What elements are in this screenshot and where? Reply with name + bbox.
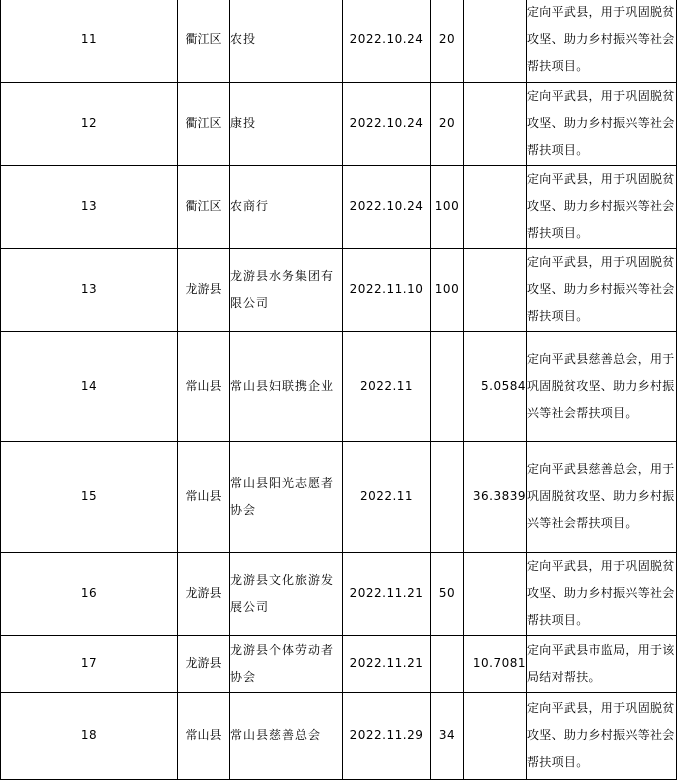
remark-cell: 定向平武县，用于巩固脱贫攻坚、助力乡村振兴等社会帮扶项目。 [527,165,677,248]
date-cell: 2022.11 [343,441,431,552]
date-cell: 2022.11 [343,331,431,441]
table-row [1,165,677,248]
donor-unit-cell: 农投 [230,0,343,82]
table-row [1,441,677,552]
county-cell: 常山县 [178,692,230,779]
amount-alt-cell [464,165,527,248]
date-cell: 2022.11.10 [343,248,431,331]
date-cell: 2022.10.24 [343,0,431,82]
county-cell: 常山县 [178,441,230,552]
amount-alt-cell: 10.7081 [464,635,527,692]
donor-unit-cell: 农商行 [230,165,343,248]
amount-cell [431,441,464,552]
donor-unit-cell: 常山县慈善总会 [230,692,343,779]
date-cell: 2022.11.29 [343,692,431,779]
county-cell: 衢江区 [178,0,230,82]
table-row [1,552,677,635]
table-row [1,0,677,82]
row-number: 16 [1,552,178,635]
date-cell: 2022.10.24 [343,165,431,248]
row-number: 18 [1,692,178,779]
row-number: 11 [1,0,178,82]
row-number: 17 [1,635,178,692]
amount-cell [431,635,464,692]
county-cell: 龙游县 [178,248,230,331]
remark-cell: 定向平武县市监局，用于该局结对帮扶。 [527,635,677,692]
amount-cell: 100 [431,165,464,248]
remark-cell: 定向平武县慈善总会，用于巩固脱贫攻坚、助力乡村振兴等社会帮扶项目。 [527,441,677,552]
date-cell: 2022.11.21 [343,552,431,635]
amount-alt-cell [464,692,527,779]
amount-alt-cell [464,82,527,165]
county-cell: 龙游县 [178,552,230,635]
remark-cell: 定向平武县，用于巩固脱贫攻坚、助力乡村振兴等社会帮扶项目。 [527,248,677,331]
amount-cell: 50 [431,552,464,635]
table-row [1,635,677,692]
remark-cell: 定向平武县，用于巩固脱贫攻坚、助力乡村振兴等社会帮扶项目。 [527,692,677,779]
donor-unit-cell: 常山县妇联携企业 [230,331,343,441]
remark-cell: 定向平武县，用于巩固脱贫攻坚、助力乡村振兴等社会帮扶项目。 [527,552,677,635]
county-cell: 衢江区 [178,82,230,165]
amount-cell: 20 [431,82,464,165]
amount-cell: 34 [431,692,464,779]
donor-unit-cell: 常山县阳光志愿者协会 [230,441,343,552]
amount-alt-cell: 5.0584 [464,331,527,441]
county-cell: 龙游县 [178,635,230,692]
date-cell: 2022.11.21 [343,635,431,692]
amount-alt-cell [464,552,527,635]
donor-unit-cell: 龙游县文化旅游发展公司 [230,552,343,635]
donor-unit-cell: 龙游县个体劳动者协会 [230,635,343,692]
amount-alt-cell [464,248,527,331]
amount-cell [431,331,464,441]
row-number: 12 [1,82,178,165]
remark-cell: 定向平武县慈善总会，用于巩固脱贫攻坚、助力乡村振兴等社会帮扶项目。 [527,331,677,441]
county-cell: 常山县 [178,331,230,441]
amount-alt-cell [464,0,527,82]
donor-unit-cell: 龙游县水务集团有限公司 [230,248,343,331]
amount-cell: 20 [431,0,464,82]
row-number: 13 [1,165,178,248]
table-row [1,331,677,441]
amount-alt-cell: 36.3839 [464,441,527,552]
donor-unit-cell: 康投 [230,82,343,165]
row-number: 15 [1,441,178,552]
amount-cell: 100 [431,248,464,331]
table-row [1,692,677,779]
remark-cell: 定向平武县，用于巩固脱贫攻坚、助力乡村振兴等社会帮扶项目。 [527,0,677,82]
county-cell: 衢江区 [178,165,230,248]
table-row [1,82,677,165]
table-row [1,248,677,331]
remark-cell: 定向平武县，用于巩固脱贫攻坚、助力乡村振兴等社会帮扶项目。 [527,82,677,165]
row-number: 13 [1,248,178,331]
date-cell: 2022.10.24 [343,82,431,165]
row-number: 14 [1,331,178,441]
